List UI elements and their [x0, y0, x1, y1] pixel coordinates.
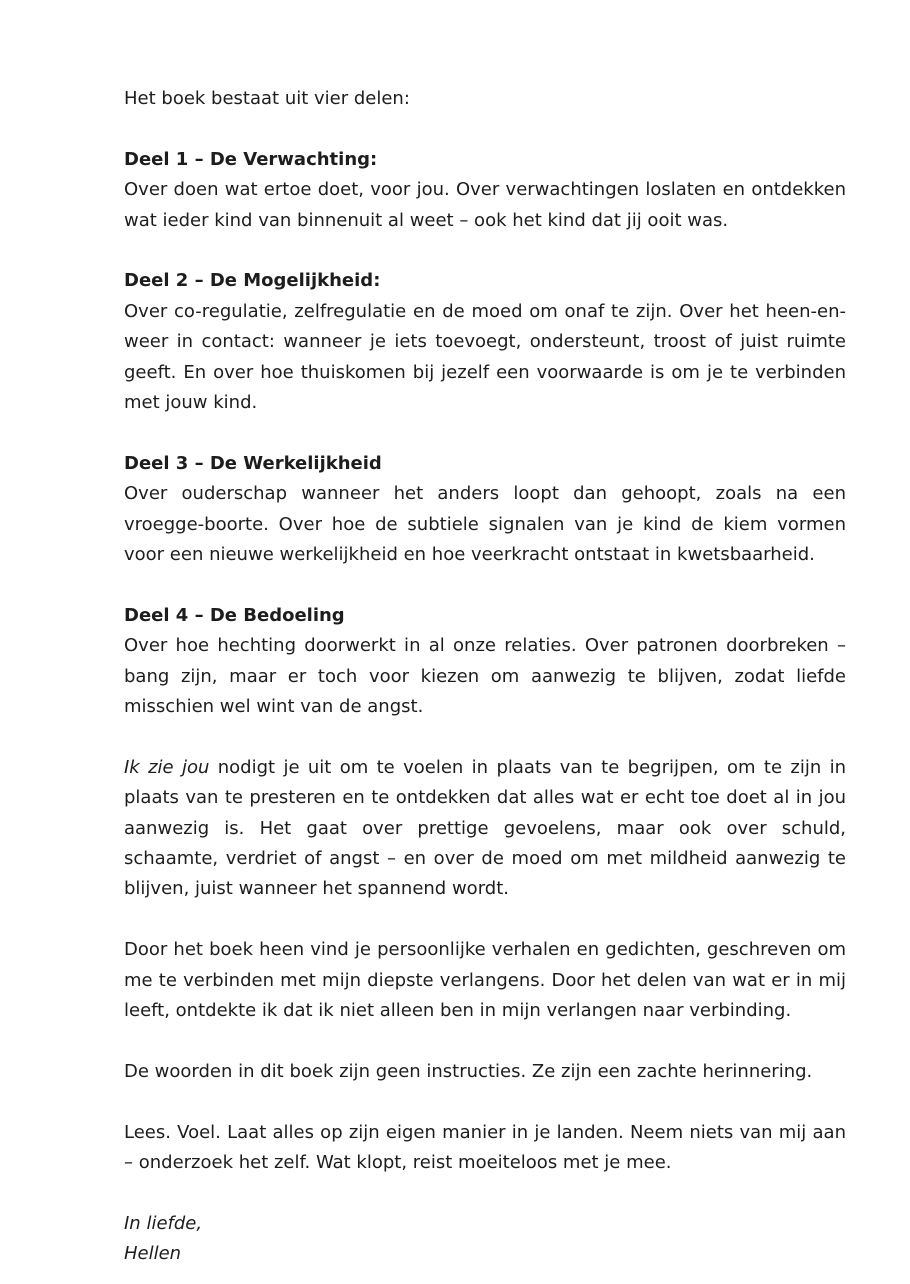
signoff-greeting: In liefde, — [124, 1212, 203, 1234]
intro-paragraph: Het boek bestaat uit vier delen: — [124, 88, 410, 109]
part-2-heading: Deel 2 – De Mogelijkheid: — [124, 270, 381, 292]
invite-paragraph — [124, 753, 846, 905]
invite-text: nodigt je uit om te voelen in plaats van te begrijpen, om te zijn in plaats van te presteren en te ontdekken dat alles wat er echt toe doet al in jou aanwezig is. Het gaat over prettige gevoelens, maar ook over schuld, schaamte, verdriet of angst – en over de moed om met mildheid aanwezig te blijven, juist wanneer het spannend wordt. — [124, 756, 847, 900]
stories-paragraph: Door het boek heen vind je persoonlijke verhalen en gedichten, geschreven om me te verbinden met mijn diepste verlangens. Door het delen van wat er in mij leeft, ontdekte ik dat ik niet alleen ben in mijn verlangen naar verbinding. — [124, 939, 846, 1022]
part-4 — [124, 601, 846, 723]
part-1-heading: Deel 1 – De Verwachting: — [124, 148, 378, 170]
reminder-paragraph: De woorden in dit boek zijn geen instructies. Ze zijn een zachte herinnering. — [124, 1060, 813, 1082]
part-2 — [124, 266, 846, 418]
part-3 — [124, 449, 846, 571]
closing-paragraph: Lees. Voel. Laat alles op zijn eigen manier in je landen. Neem niets van mij aan – onderzoek het zelf. Wat klopt, reist moeiteloos met je mee. — [124, 1121, 846, 1174]
part-1-text: Over doen wat ertoe doet, voor jou. Over verwachtingen loslaten en ontdekken wat ieder kind van binnenuit al weet – ook het kind dat jij ooit was. — [124, 179, 846, 231]
part-3-heading: Deel 3 – De Werkelijkheid — [124, 452, 382, 474]
part-2-text: Over co-regulatie, zelfregulatie en de moed om onaf te zijn. Over het heen-en-weer in contact: wanneer je iets toevoegt, ondersteunt, troost of juist ruimte geeft. En over hoe thuiskomen bij jezelf een voorwaarde is om je te verbinden met jouw kind. — [124, 300, 846, 414]
part-4-text: Over hoe hechting doorwerkt in al onze relaties. Over patronen doorbreken – bang zijn, maar er toch voor kiezen om aanwezig te blijven, zodat liefde misschien wel wint van de angst. — [124, 635, 846, 718]
document-page — [124, 84, 846, 1270]
part-1 — [124, 145, 846, 236]
signoff — [124, 1209, 846, 1270]
book-title: Ik zie jou — [124, 756, 210, 778]
part-4-heading: Deel 4 – De Bedoeling — [124, 604, 345, 626]
part-3-text: Over ouderschap wanneer het anders loopt dan gehoopt, zoals na een vroegge-boorte. Over hoe de subtiele signalen van je kind de kiem vormen voor een nieuwe werkelijkheid en hoe veerkracht ontstaat in kwetsbaarheid. — [124, 483, 846, 566]
signoff-name: Hellen — [124, 1243, 182, 1265]
